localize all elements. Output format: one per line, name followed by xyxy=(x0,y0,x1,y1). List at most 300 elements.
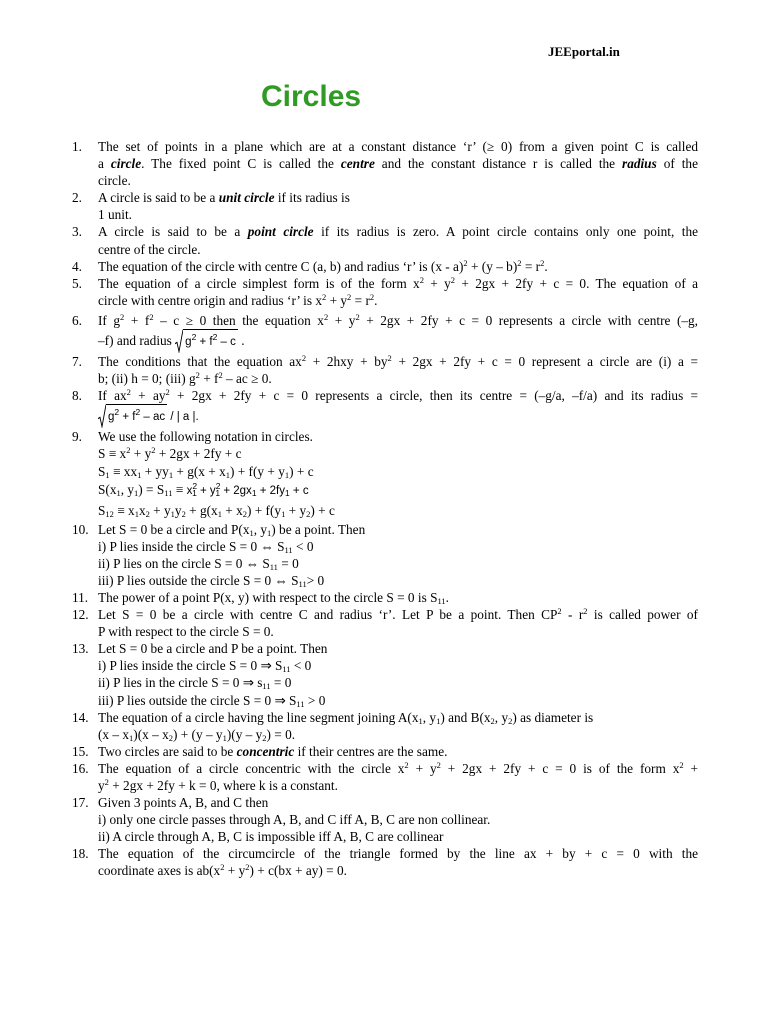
formula-s xyxy=(98,445,698,462)
text: g xyxy=(108,411,115,424)
item-number: 10. xyxy=(72,521,89,537)
text: + 2fy xyxy=(256,484,285,497)
expression xyxy=(186,480,309,498)
square-root xyxy=(175,329,238,353)
subscript: 1 xyxy=(284,469,290,480)
subscript: 11 xyxy=(262,681,271,692)
list-item xyxy=(72,845,698,879)
list-item xyxy=(72,428,698,520)
text-line xyxy=(98,589,698,606)
item-number: 9. xyxy=(72,429,82,445)
text: )(y – y xyxy=(226,726,263,742)
text: (x – x xyxy=(98,726,130,742)
text: > 0 xyxy=(306,572,325,588)
text-line xyxy=(98,404,698,428)
item-number: 8. xyxy=(72,388,82,404)
text: . xyxy=(544,258,548,274)
text: – ac xyxy=(140,411,166,424)
item-number: 1. xyxy=(72,139,82,154)
exponent: 2 xyxy=(212,332,218,343)
text: + 2gx + 2fy + k = 0, where k is a constant. xyxy=(108,778,338,793)
list-item xyxy=(72,606,698,640)
text: + xyxy=(683,760,699,776)
text: . xyxy=(445,589,449,605)
definition-list xyxy=(72,138,698,880)
exponent: 2 xyxy=(135,407,141,418)
text: + 2gx + 2fy + c = 0. The equation of a xyxy=(455,275,698,291)
text: + 2gx + 2fy + c = 0 represents a circle, then its centre = (–g/a, –f/a) and its radius = xyxy=(169,388,699,404)
term-unit-circle: unit circle xyxy=(218,190,275,206)
text: if their centres are the same. xyxy=(294,743,448,759)
text: g xyxy=(185,336,192,349)
text: circle. xyxy=(98,173,131,189)
text: ) = 0. xyxy=(266,726,296,742)
exponent: 2 xyxy=(557,606,562,617)
text: ) + c xyxy=(289,463,314,479)
text: ) as diameter is xyxy=(512,709,594,725)
exponent: 2 xyxy=(126,387,131,398)
subscript: 1 xyxy=(134,487,139,498)
list-item xyxy=(72,743,698,760)
text: The set of points in a plane which are at a constant distance ‘r’ (≥ 0) from a given point C is called xyxy=(98,139,698,154)
exponent: 2 xyxy=(323,311,329,322)
subscript: 2 xyxy=(181,508,186,519)
item-text xyxy=(98,138,698,189)
text: + y xyxy=(326,292,348,308)
text: + 2gx + 2fy + c = 0 represents a circle with centre (–g, xyxy=(359,312,698,328)
text-line xyxy=(98,241,698,258)
subscript: 1 xyxy=(225,469,230,480)
item-number: 5. xyxy=(72,275,82,291)
text-line xyxy=(98,709,698,726)
formula-s12 xyxy=(98,501,698,521)
text: + 2gx + 2fy + c = 0 represent a circle are (i) a = xyxy=(391,354,699,370)
text-line xyxy=(98,189,698,206)
text-line xyxy=(98,292,698,309)
text: if its radius is zero. A point circle contains only one point, the xyxy=(313,224,698,240)
text: ) + c xyxy=(310,502,335,518)
formula-s11 xyxy=(98,480,698,501)
exponent: 2 xyxy=(245,862,250,873)
item-number: 13. xyxy=(72,641,89,657)
text-line xyxy=(98,223,698,240)
text: . xyxy=(374,292,378,308)
text-line xyxy=(98,794,698,811)
text: = r xyxy=(521,258,541,274)
text: The equation of a circle concentric with the circle x xyxy=(98,760,405,776)
text: ≡ xx xyxy=(109,463,138,479)
text-line xyxy=(98,726,698,743)
item-text xyxy=(98,387,698,428)
exponent: 2 xyxy=(463,257,468,268)
text: i) P lies inside the circle S = 0 ⇔ S xyxy=(98,538,285,554)
text: ) + (y – y xyxy=(172,726,223,742)
exponent: 2 xyxy=(301,353,307,364)
text: + 2gx xyxy=(220,484,252,497)
item-text xyxy=(98,312,698,353)
text: ii) P lies on the circle S = 0 ⇔ S xyxy=(98,555,270,571)
text: ) + f(y + y xyxy=(229,463,285,479)
list-item xyxy=(72,387,698,428)
text: If g xyxy=(98,312,121,328)
text: 1 unit. xyxy=(98,207,132,223)
text: + f xyxy=(199,371,219,387)
exponent: 2 xyxy=(120,311,125,322)
exponent: 2 xyxy=(104,777,109,787)
subscript: 11 xyxy=(284,544,293,555)
list-item xyxy=(72,223,698,257)
exponent: 2 xyxy=(215,480,221,491)
exponent: 2 xyxy=(192,480,198,491)
subscript: 1 xyxy=(436,715,441,726)
text: + (y – b) xyxy=(467,258,518,274)
item-number: 12. xyxy=(72,607,89,623)
text: , y xyxy=(494,709,509,725)
text: x xyxy=(186,484,193,497)
text: coordinate axes is ab(x xyxy=(98,863,221,879)
text: + y xyxy=(130,446,152,462)
text: if its radius is xyxy=(274,190,350,206)
text: is called power of xyxy=(587,607,698,623)
item-text xyxy=(98,709,698,743)
exponent: 2 xyxy=(191,332,197,343)
text-line xyxy=(98,428,698,445)
text: / | a |. xyxy=(167,411,199,424)
subscript: 11 xyxy=(269,561,278,572)
text: and the constant distance r is called the xyxy=(374,156,623,172)
text: + ay xyxy=(130,388,166,404)
text: + c xyxy=(289,484,309,497)
text: S xyxy=(98,463,106,479)
item-text xyxy=(98,606,698,640)
text: ii) A circle through A, B, C is impossible iff A, B, C are collinear xyxy=(98,829,444,845)
text: + 2hxy + by xyxy=(306,354,388,370)
item-text xyxy=(98,428,698,520)
item-text xyxy=(98,521,698,589)
text: i) only one circle passes through A, B, and C iff A, B, C are non collinear. xyxy=(98,812,491,828)
text: < 0 xyxy=(290,658,312,674)
text: + y xyxy=(224,863,246,879)
subscript: 1 xyxy=(217,508,222,519)
text: Let S = 0 be a circle and P(x xyxy=(98,521,250,537)
exponent: 2 xyxy=(419,274,424,285)
exponent: 2 xyxy=(540,257,545,268)
text: = r xyxy=(351,292,370,308)
text: S ≡ x xyxy=(98,446,127,462)
subscript: 1 xyxy=(222,732,227,743)
subscript: 1 xyxy=(215,487,221,498)
exponent: 2 xyxy=(369,291,375,302)
text: centre of the circle. xyxy=(98,241,201,257)
item-text xyxy=(98,353,698,387)
subscript: 1 xyxy=(418,715,423,726)
term-concentric: concentric xyxy=(236,743,295,759)
text-line xyxy=(98,370,698,387)
item-text xyxy=(98,845,698,879)
exponent: 2 xyxy=(220,862,225,873)
text-line xyxy=(98,275,698,292)
item-number: 17. xyxy=(72,795,89,811)
text-line xyxy=(98,172,698,189)
exponent: 2 xyxy=(322,291,327,302)
subscript: 2 xyxy=(262,732,267,743)
text: P with respect to the circle S = 0. xyxy=(98,624,274,640)
text: – c xyxy=(217,336,236,349)
item-number: 14. xyxy=(72,709,89,725)
list-item xyxy=(72,353,698,387)
subscript: 1 xyxy=(192,487,197,498)
text: iii) P lies outside the circle S = 0 ⇒ S xyxy=(98,692,297,708)
exponent: 2 xyxy=(517,257,522,268)
text: = 0 xyxy=(277,555,299,571)
radical-sign-icon xyxy=(98,404,106,428)
text: If ax xyxy=(98,388,127,404)
exponent: 2 xyxy=(387,353,392,364)
subscript: 1 xyxy=(116,487,121,498)
text: Let S = 0 be a circle with centre C and radius ‘r’. Let P be a point. Then CP xyxy=(98,607,558,623)
text: . The fixed point C is called the xyxy=(141,156,341,172)
text: + f xyxy=(124,312,150,328)
item-number: 2. xyxy=(72,190,82,206)
formula-s1 xyxy=(98,463,698,480)
item-text xyxy=(98,275,698,309)
text: ) = S xyxy=(138,481,165,497)
subscript: 1 xyxy=(168,469,174,480)
text: + 2gx + 2fy + c xyxy=(155,446,242,462)
list-item xyxy=(72,589,698,606)
item-number: 3. xyxy=(72,224,82,240)
text: , y xyxy=(422,709,437,725)
text: + f xyxy=(196,336,213,349)
subscript: 11 xyxy=(282,664,291,675)
text: ≡ xyxy=(172,481,187,497)
text: A circle is said to be a xyxy=(98,190,219,206)
subscript: 2 xyxy=(306,508,311,519)
text-line xyxy=(98,657,698,674)
text: - r xyxy=(561,607,584,623)
text: + g(x + x xyxy=(173,463,226,479)
text-line xyxy=(98,777,698,794)
text-line xyxy=(98,828,698,845)
item-number: 11. xyxy=(72,589,89,605)
item-text xyxy=(98,743,698,760)
text-line xyxy=(98,329,698,353)
list-item xyxy=(72,312,698,353)
item-text xyxy=(98,760,698,794)
subscript: 1 xyxy=(134,508,139,519)
text: a xyxy=(98,156,111,172)
text: < 0 xyxy=(292,538,314,554)
exponent: 2 xyxy=(583,606,588,617)
text: The equation of the circumcircle of the triangle formed by the line ax + by + c = 0 with the xyxy=(98,846,698,862)
text: The power of a point P(x, y) with respect to the circle S = 0 is S xyxy=(98,589,438,605)
text: , y xyxy=(120,481,135,497)
subscript: 1 xyxy=(281,508,286,519)
text-line xyxy=(98,206,698,223)
exponent: 2 xyxy=(149,311,154,322)
exponent: 2 xyxy=(436,759,441,770)
text-line xyxy=(98,811,698,828)
list-item xyxy=(72,760,698,794)
text: ) and B(x xyxy=(440,709,491,725)
text: Let S = 0 be a circle and P be a point. Then xyxy=(98,641,328,657)
subscript: 11 xyxy=(298,578,307,589)
text: ii) P lies in the circle S = 0 ⇒ s xyxy=(98,675,263,691)
subscript: 1 xyxy=(105,469,110,480)
item-number: 7. xyxy=(72,354,82,370)
term-centre: centre xyxy=(340,156,375,172)
text-line xyxy=(98,692,698,709)
text: The equation of a circle simplest form is of the form x xyxy=(98,275,420,291)
text: ≡ x xyxy=(113,502,135,518)
text: + g(x xyxy=(185,502,218,518)
text: S(x xyxy=(98,481,117,497)
item-number: 18. xyxy=(72,846,89,862)
exponent: 2 xyxy=(126,445,131,456)
text-line xyxy=(98,353,698,370)
term-circle: circle xyxy=(110,156,142,172)
text-line xyxy=(98,862,698,879)
text: + yy xyxy=(141,463,169,479)
text: The equation of the circle with centre C (a, b) and radius ‘r’ is (x - a) xyxy=(98,258,464,274)
item-number: 6. xyxy=(72,312,82,328)
list-item xyxy=(72,794,698,845)
subscript: 2 xyxy=(145,508,150,519)
text: –f) and radius xyxy=(98,333,176,349)
text-line xyxy=(98,521,698,538)
exponent: 2 xyxy=(218,370,223,381)
radical-sign-icon xyxy=(175,329,183,353)
text: , y xyxy=(253,521,268,537)
text: . xyxy=(237,333,245,349)
item-text xyxy=(98,223,698,257)
exponent: 2 xyxy=(679,759,684,770)
subscript: 1 xyxy=(137,469,142,480)
text-line xyxy=(98,138,698,155)
exponent: 2 xyxy=(355,311,360,322)
subscript: 2 xyxy=(242,508,247,519)
item-number: 16. xyxy=(72,760,89,776)
item-text xyxy=(98,189,698,223)
list-item xyxy=(72,258,698,275)
text: + y xyxy=(423,275,451,291)
text: y xyxy=(174,502,182,518)
text: S xyxy=(98,502,106,518)
text: + y xyxy=(328,312,356,328)
subscript: 1 xyxy=(251,487,257,498)
text: > 0 xyxy=(304,692,326,708)
exponent: 2 xyxy=(347,291,352,302)
subscript: 1 xyxy=(129,732,134,743)
text-line xyxy=(98,623,698,640)
list-item xyxy=(72,138,698,189)
text: ) + c(bx + ay) = 0. xyxy=(249,863,347,879)
subscript: 1 xyxy=(285,487,290,498)
term-radius: radius xyxy=(622,156,657,172)
text-line xyxy=(98,572,698,589)
text-line xyxy=(98,760,698,777)
subscript: 12 xyxy=(105,508,114,519)
text: ) be a point. Then xyxy=(271,521,366,537)
item-text xyxy=(98,589,698,606)
subscript: 1 xyxy=(170,508,175,519)
text-line xyxy=(98,674,698,691)
text: circle with centre origin and radius ‘r’ is x xyxy=(98,292,322,308)
text: We use the following notation in circles. xyxy=(98,429,313,445)
text: – c ≥ 0 then the equation x xyxy=(153,312,324,328)
text-line xyxy=(98,743,698,760)
text: y xyxy=(98,778,105,793)
text-line xyxy=(98,538,698,555)
item-text xyxy=(98,258,698,275)
exponent: 2 xyxy=(114,407,120,418)
subscript: 1 xyxy=(249,527,254,538)
item-number: 15. xyxy=(72,743,89,759)
text: + y xyxy=(285,502,307,518)
text: + f xyxy=(119,411,136,424)
subscript: 2 xyxy=(508,715,513,726)
text: Given 3 points A, B, and C then xyxy=(98,795,269,811)
text-line xyxy=(98,606,698,623)
term-point-circle: point circle xyxy=(247,224,314,240)
page-title: Circles xyxy=(261,80,362,113)
subscript: 11 xyxy=(164,487,173,498)
text: = 0 xyxy=(270,675,292,691)
text: + x xyxy=(221,502,243,518)
text-line xyxy=(98,258,698,275)
subscript: 11 xyxy=(437,595,446,606)
subscript: 1 xyxy=(267,527,272,538)
text: Two circles are said to be xyxy=(98,743,237,759)
text: – ac ≥ 0. xyxy=(222,371,272,387)
text-line xyxy=(98,845,698,862)
text-line xyxy=(98,387,698,404)
item-text xyxy=(98,640,698,708)
text: i) P lies inside the circle S = 0 ⇒ S xyxy=(98,658,283,674)
text-line xyxy=(98,640,698,657)
text: + 2gx + 2fy + c = 0 is of the form x xyxy=(440,760,680,776)
text: A circle is said to be a xyxy=(98,224,248,240)
exponent: 2 xyxy=(195,370,200,381)
text-line xyxy=(98,155,698,172)
subscript: 2 xyxy=(168,732,173,743)
site-name: JEEportal.in xyxy=(548,44,620,59)
exponent: 2 xyxy=(404,759,409,770)
exponent: 2 xyxy=(450,274,456,285)
text-line xyxy=(98,312,698,329)
text: b; (ii) h = 0; (iii) g xyxy=(98,371,196,387)
subscript: 2 xyxy=(490,715,495,726)
text: iii) P lies outside the circle S = 0 ⇔ S xyxy=(98,572,299,588)
square-root xyxy=(98,404,199,428)
list-item xyxy=(72,640,698,708)
text: )(x – x xyxy=(133,726,169,742)
text: The equation of a circle having the line segment joining A(x xyxy=(98,709,419,725)
text: + y xyxy=(196,484,216,497)
list-item xyxy=(72,709,698,743)
text-line xyxy=(98,555,698,572)
exponent: 2 xyxy=(165,387,170,398)
list-item xyxy=(72,189,698,223)
item-number: 4. xyxy=(72,258,82,274)
list-item xyxy=(72,521,698,589)
text: x xyxy=(138,502,146,518)
item-text xyxy=(98,794,698,845)
list-item xyxy=(72,275,698,309)
exponent: 2 xyxy=(151,445,156,456)
text: + y xyxy=(408,760,437,776)
text: + y xyxy=(149,502,171,518)
